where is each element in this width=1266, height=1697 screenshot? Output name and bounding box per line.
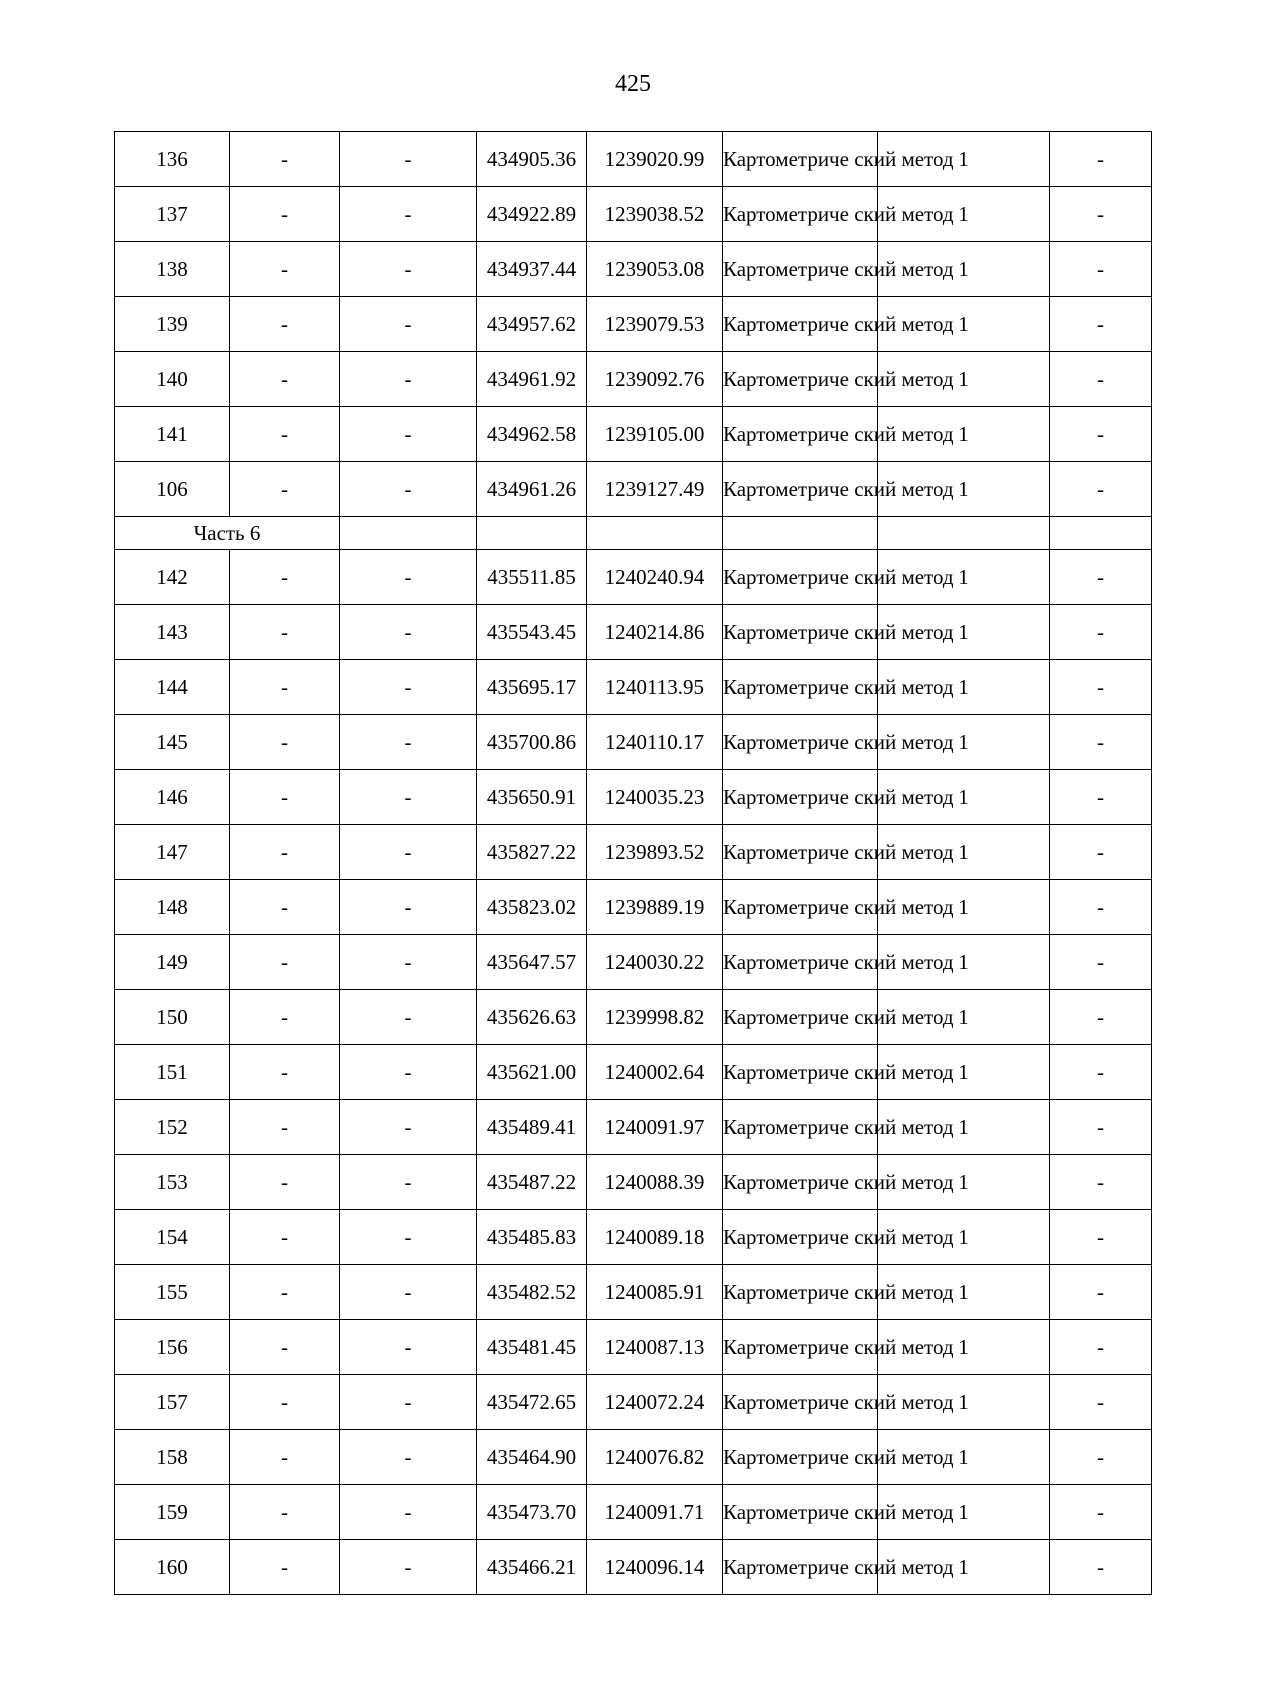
table-row: [115, 1540, 1152, 1595]
dash-cell: -: [340, 550, 477, 605]
table-row: [115, 1100, 1152, 1155]
method-cell: Картометриче ский метод: [723, 770, 878, 825]
accuracy-cell: 1: [878, 1540, 1050, 1595]
dash-cell: -: [230, 660, 340, 715]
method-cell: Картометриче ский метод: [723, 880, 878, 935]
point-number: 147: [115, 825, 230, 880]
dash-cell: -: [230, 1155, 340, 1210]
x-coordinate: 434922.89: [477, 187, 587, 242]
point-number: 139: [115, 297, 230, 352]
y-coordinate: 1239105.00: [587, 407, 723, 462]
accuracy-cell: 1: [878, 990, 1050, 1045]
dash-cell: -: [230, 880, 340, 935]
method-cell: Картометриче ский метод: [723, 1155, 878, 1210]
dash-cell: -: [230, 715, 340, 770]
y-coordinate: 1240076.82: [587, 1430, 723, 1485]
method-cell: Картометриче ский метод: [723, 352, 878, 407]
table-row: [115, 132, 1152, 187]
x-coordinate: 435511.85: [477, 550, 587, 605]
y-coordinate: 1240214.86: [587, 605, 723, 660]
x-coordinate: 435543.45: [477, 605, 587, 660]
x-coordinate: 435472.65: [477, 1375, 587, 1430]
dash-cell: -: [340, 1100, 477, 1155]
x-coordinate: 435473.70: [477, 1485, 587, 1540]
dash-cell: -: [340, 462, 477, 517]
table-row: [115, 1210, 1152, 1265]
table-row: [115, 1320, 1152, 1375]
dash-cell: -: [340, 1430, 477, 1485]
table-row: [115, 990, 1152, 1045]
point-number: 157: [115, 1375, 230, 1430]
empty-cell: [1050, 517, 1152, 550]
point-number: 156: [115, 1320, 230, 1375]
dash-cell: -: [1050, 352, 1152, 407]
y-coordinate: 1239998.82: [587, 990, 723, 1045]
dash-cell: -: [1050, 715, 1152, 770]
dash-cell: -: [230, 990, 340, 1045]
point-number: 152: [115, 1100, 230, 1155]
y-coordinate: 1239127.49: [587, 462, 723, 517]
point-number: 158: [115, 1430, 230, 1485]
x-coordinate: 434961.92: [477, 352, 587, 407]
dash-cell: -: [230, 462, 340, 517]
table-row: [115, 605, 1152, 660]
accuracy-cell: 1: [878, 1100, 1050, 1155]
dash-cell: -: [1050, 462, 1152, 517]
table-row: [115, 1485, 1152, 1540]
x-coordinate: 435466.21: [477, 1540, 587, 1595]
accuracy-cell: 1: [878, 1265, 1050, 1320]
point-number: 151: [115, 1045, 230, 1100]
dash-cell: -: [1050, 1210, 1152, 1265]
empty-cell: [477, 517, 587, 550]
accuracy-cell: 1: [878, 297, 1050, 352]
dash-cell: -: [230, 1100, 340, 1155]
dash-cell: -: [1050, 132, 1152, 187]
point-number: 148: [115, 880, 230, 935]
dash-cell: -: [340, 825, 477, 880]
accuracy-cell: 1: [878, 132, 1050, 187]
y-coordinate: 1239038.52: [587, 187, 723, 242]
dash-cell: -: [340, 1045, 477, 1100]
x-coordinate: 434905.36: [477, 132, 587, 187]
dash-cell: -: [340, 407, 477, 462]
x-coordinate: 435487.22: [477, 1155, 587, 1210]
accuracy-cell: 1: [878, 1430, 1050, 1485]
dash-cell: -: [1050, 935, 1152, 990]
dash-cell: -: [1050, 242, 1152, 297]
accuracy-cell: 1: [878, 770, 1050, 825]
y-coordinate: 1240091.71: [587, 1485, 723, 1540]
accuracy-cell: 1: [878, 935, 1050, 990]
dash-cell: -: [340, 1265, 477, 1320]
x-coordinate: 434937.44: [477, 242, 587, 297]
table-row: [115, 462, 1152, 517]
method-cell: Картометриче ский метод: [723, 1265, 878, 1320]
dash-cell: -: [340, 297, 477, 352]
point-number: 150: [115, 990, 230, 1045]
x-coordinate: 435650.91: [477, 770, 587, 825]
dash-cell: -: [1050, 990, 1152, 1045]
dash-cell: -: [340, 352, 477, 407]
x-coordinate: 435827.22: [477, 825, 587, 880]
x-coordinate: 435481.45: [477, 1320, 587, 1375]
dash-cell: -: [230, 1265, 340, 1320]
y-coordinate: 1240240.94: [587, 550, 723, 605]
dash-cell: -: [340, 715, 477, 770]
dash-cell: -: [1050, 1155, 1152, 1210]
point-number: 137: [115, 187, 230, 242]
dash-cell: -: [230, 297, 340, 352]
x-coordinate: 434962.58: [477, 407, 587, 462]
dash-cell: -: [1050, 1485, 1152, 1540]
table-row: [115, 1375, 1152, 1430]
point-number: 145: [115, 715, 230, 770]
table-row: [115, 1265, 1152, 1320]
table-row: [115, 935, 1152, 990]
point-number: 136: [115, 132, 230, 187]
accuracy-cell: 1: [878, 605, 1050, 660]
dash-cell: -: [340, 605, 477, 660]
accuracy-cell: 1: [878, 1320, 1050, 1375]
method-cell: Картометриче ский метод: [723, 1100, 878, 1155]
point-number: 144: [115, 660, 230, 715]
section-label: Часть 6: [115, 517, 340, 550]
method-cell: Картометриче ский метод: [723, 1485, 878, 1540]
method-cell: Картометриче ский метод: [723, 550, 878, 605]
method-cell: Картометриче ский метод: [723, 132, 878, 187]
dash-cell: -: [340, 770, 477, 825]
method-cell: Картометриче ский метод: [723, 1320, 878, 1375]
table-row: [115, 1045, 1152, 1100]
method-cell: Картометриче ский метод: [723, 935, 878, 990]
dash-cell: -: [340, 1155, 477, 1210]
dash-cell: -: [340, 242, 477, 297]
dash-cell: -: [1050, 187, 1152, 242]
coordinates-table: [114, 131, 1152, 1595]
y-coordinate: 1240113.95: [587, 660, 723, 715]
method-cell: Картометриче ский метод: [723, 297, 878, 352]
y-coordinate: 1240030.22: [587, 935, 723, 990]
empty-cell: [587, 517, 723, 550]
accuracy-cell: 1: [878, 1485, 1050, 1540]
method-cell: Картометриче ский метод: [723, 825, 878, 880]
accuracy-cell: 1: [878, 715, 1050, 770]
accuracy-cell: 1: [878, 1210, 1050, 1265]
accuracy-cell: 1: [878, 550, 1050, 605]
dash-cell: -: [340, 1375, 477, 1430]
dash-cell: -: [340, 660, 477, 715]
method-cell: Картометриче ский метод: [723, 407, 878, 462]
empty-cell: [340, 517, 477, 550]
table-row: [115, 660, 1152, 715]
table-row: [115, 1430, 1152, 1485]
dash-cell: -: [230, 550, 340, 605]
x-coordinate: 435464.90: [477, 1430, 587, 1485]
x-coordinate: 435489.41: [477, 1100, 587, 1155]
table-row: [115, 715, 1152, 770]
table-row: [115, 297, 1152, 352]
x-coordinate: 435482.52: [477, 1265, 587, 1320]
dash-cell: -: [230, 1430, 340, 1485]
dash-cell: -: [340, 1320, 477, 1375]
dash-cell: -: [230, 1320, 340, 1375]
point-number: 106: [115, 462, 230, 517]
dash-cell: -: [230, 407, 340, 462]
method-cell: Картометриче ский метод: [723, 1540, 878, 1595]
accuracy-cell: 1: [878, 352, 1050, 407]
y-coordinate: 1240091.97: [587, 1100, 723, 1155]
dash-cell: -: [1050, 660, 1152, 715]
dash-cell: -: [1050, 770, 1152, 825]
method-cell: Картометриче ский метод: [723, 462, 878, 517]
dash-cell: -: [1050, 297, 1152, 352]
accuracy-cell: 1: [878, 407, 1050, 462]
dash-cell: -: [1050, 1430, 1152, 1485]
method-cell: Картометриче ский метод: [723, 187, 878, 242]
y-coordinate: 1239079.53: [587, 297, 723, 352]
dash-cell: -: [230, 187, 340, 242]
y-coordinate: 1239020.99: [587, 132, 723, 187]
dash-cell: -: [1050, 1375, 1152, 1430]
dash-cell: -: [340, 990, 477, 1045]
dash-cell: -: [1050, 550, 1152, 605]
x-coordinate: 434961.26: [477, 462, 587, 517]
dash-cell: -: [1050, 407, 1152, 462]
accuracy-cell: 1: [878, 1155, 1050, 1210]
table-row: [115, 187, 1152, 242]
dash-cell: -: [230, 1540, 340, 1595]
method-cell: Картометриче ский метод: [723, 1375, 878, 1430]
dash-cell: -: [1050, 1045, 1152, 1100]
table-row: [115, 407, 1152, 462]
method-cell: Картометриче ский метод: [723, 1045, 878, 1100]
dash-cell: -: [230, 1045, 340, 1100]
point-number: 138: [115, 242, 230, 297]
page-number: 425: [615, 71, 651, 97]
y-coordinate: 1240072.24: [587, 1375, 723, 1430]
dash-cell: -: [230, 1210, 340, 1265]
x-coordinate: 434957.62: [477, 297, 587, 352]
dash-cell: -: [340, 935, 477, 990]
dash-cell: -: [340, 1210, 477, 1265]
accuracy-cell: 1: [878, 187, 1050, 242]
y-coordinate: 1240089.18: [587, 1210, 723, 1265]
point-number: 141: [115, 407, 230, 462]
dash-cell: -: [230, 242, 340, 297]
method-cell: Картометриче ский метод: [723, 715, 878, 770]
accuracy-cell: 1: [878, 660, 1050, 715]
dash-cell: -: [1050, 1320, 1152, 1375]
y-coordinate: 1239889.19: [587, 880, 723, 935]
point-number: 153: [115, 1155, 230, 1210]
dash-cell: -: [230, 935, 340, 990]
point-number: 140: [115, 352, 230, 407]
y-coordinate: 1239053.08: [587, 242, 723, 297]
y-coordinate: 1240035.23: [587, 770, 723, 825]
table-row: [115, 550, 1152, 605]
table-row: [115, 352, 1152, 407]
point-number: 142: [115, 550, 230, 605]
method-cell: Картометриче ский метод: [723, 660, 878, 715]
table-row: [115, 242, 1152, 297]
point-number: 143: [115, 605, 230, 660]
y-coordinate: 1240085.91: [587, 1265, 723, 1320]
point-number: 160: [115, 1540, 230, 1595]
dash-cell: -: [340, 187, 477, 242]
table-row: [115, 880, 1152, 935]
x-coordinate: 435695.17: [477, 660, 587, 715]
dash-cell: -: [230, 352, 340, 407]
point-number: 146: [115, 770, 230, 825]
point-number: 149: [115, 935, 230, 990]
accuracy-cell: 1: [878, 242, 1050, 297]
dash-cell: -: [340, 1540, 477, 1595]
dash-cell: -: [340, 1485, 477, 1540]
dash-cell: -: [1050, 880, 1152, 935]
y-coordinate: 1240110.17: [587, 715, 723, 770]
table-body: [115, 132, 1152, 1595]
y-coordinate: 1240088.39: [587, 1155, 723, 1210]
table-row: [115, 1155, 1152, 1210]
x-coordinate: 435626.63: [477, 990, 587, 1045]
dash-cell: -: [1050, 605, 1152, 660]
x-coordinate: 435700.86: [477, 715, 587, 770]
point-number: 154: [115, 1210, 230, 1265]
x-coordinate: 435621.00: [477, 1045, 587, 1100]
dash-cell: -: [230, 1485, 340, 1540]
empty-cell: [878, 517, 1050, 550]
table-row: [115, 770, 1152, 825]
y-coordinate: 1240087.13: [587, 1320, 723, 1375]
empty-cell: [723, 517, 878, 550]
x-coordinate: 435647.57: [477, 935, 587, 990]
x-coordinate: 435485.83: [477, 1210, 587, 1265]
dash-cell: -: [230, 605, 340, 660]
accuracy-cell: 1: [878, 462, 1050, 517]
dash-cell: -: [230, 1375, 340, 1430]
y-coordinate: 1240096.14: [587, 1540, 723, 1595]
accuracy-cell: 1: [878, 1375, 1050, 1430]
y-coordinate: 1239092.76: [587, 352, 723, 407]
accuracy-cell: 1: [878, 825, 1050, 880]
accuracy-cell: 1: [878, 880, 1050, 935]
section-row: [115, 517, 1152, 550]
table-row: [115, 825, 1152, 880]
dash-cell: -: [1050, 1100, 1152, 1155]
method-cell: Картометриче ский метод: [723, 990, 878, 1045]
point-number: 159: [115, 1485, 230, 1540]
method-cell: Картометриче ский метод: [723, 605, 878, 660]
method-cell: Картометриче ский метод: [723, 1430, 878, 1485]
dash-cell: -: [1050, 825, 1152, 880]
dash-cell: -: [230, 132, 340, 187]
dash-cell: -: [340, 132, 477, 187]
method-cell: Картометриче ский метод: [723, 242, 878, 297]
point-number: 155: [115, 1265, 230, 1320]
method-cell: Картометриче ский метод: [723, 1210, 878, 1265]
y-coordinate: 1240002.64: [587, 1045, 723, 1100]
x-coordinate: 435823.02: [477, 880, 587, 935]
dash-cell: -: [230, 770, 340, 825]
dash-cell: -: [1050, 1540, 1152, 1595]
dash-cell: -: [1050, 1265, 1152, 1320]
y-coordinate: 1239893.52: [587, 825, 723, 880]
accuracy-cell: 1: [878, 1045, 1050, 1100]
dash-cell: -: [230, 825, 340, 880]
dash-cell: -: [340, 880, 477, 935]
